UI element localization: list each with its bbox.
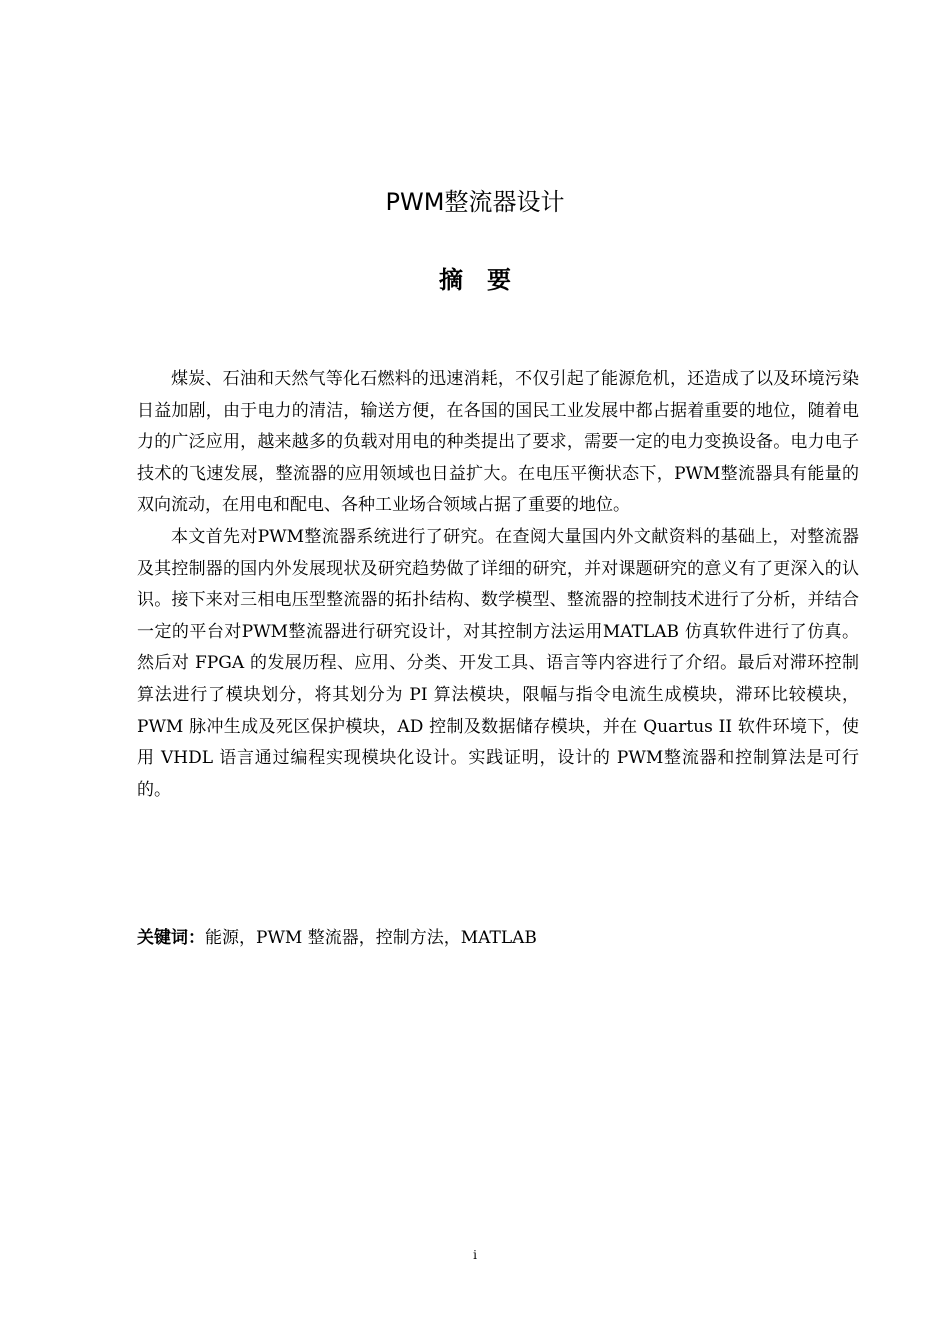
document-title: PWM整流器设计 bbox=[385, 188, 565, 216]
abstract-paragraph-1: 煤炭、石油和天然气等化石燃料的迅速消耗，不仅引起了能源危机，还造成了以及环境污染日益加剧，由于电力的清洁，输送方便，在各国的国民工业发展中都占据着重要的地位，随着电力的广泛应用，越来越多的负载对用电的种类提出了要求，需要一定的电力变换设备。电力电子技术的飞速发展，整流器的应用领域也日益扩大。在电压平衡状态下，PWM整流器具有能量的双向流动，在用电和配电、各种工业场合领域占据了重要的地位。 bbox=[137, 369, 859, 516]
keywords-label: 关键词： bbox=[137, 928, 205, 948]
abstract-heading: 摘要 bbox=[439, 266, 535, 294]
page-number: i bbox=[473, 1248, 477, 1262]
keywords-line bbox=[137, 924, 859, 952]
abstract-body bbox=[137, 364, 859, 806]
keywords-text: 能源，PWM 整流器，控制方法，MATLAB bbox=[205, 928, 537, 948]
abstract-paragraph-2: 本文首先对PWM整流器系统进行了研究。在查阅大量国内外文献资料的基础上，对整流器及其控制器的国内外发展现状及研究趋势做了详细的研究，并对课题研究的意义有了更深入的认识。接下来对三相电压型整流器的拓扑结构、数学模型、整流器的控制技术进行了分析，并结合一定的平台对PWM整流器进行研究设计，对其控制方法运用MATLAB 仿真软件进行了仿真。然后对 FPGA 的发展历程、应用、分类、开发工具、语言等内容进行了介绍。最后对滞环控制算法进行了模块划分，将其划分为 PI 算法模块，限幅与指令电流生成模块，滞环比较模块，PWM 脉冲生成及死区保护模块，AD 控制及数据储存模块，并在 Quartus II 软件环境下，使用 VHDL 语言通过编程实现模块化设计。实践证明，设计的 PWM整流器和控制算法是可行的。 bbox=[137, 526, 859, 800]
